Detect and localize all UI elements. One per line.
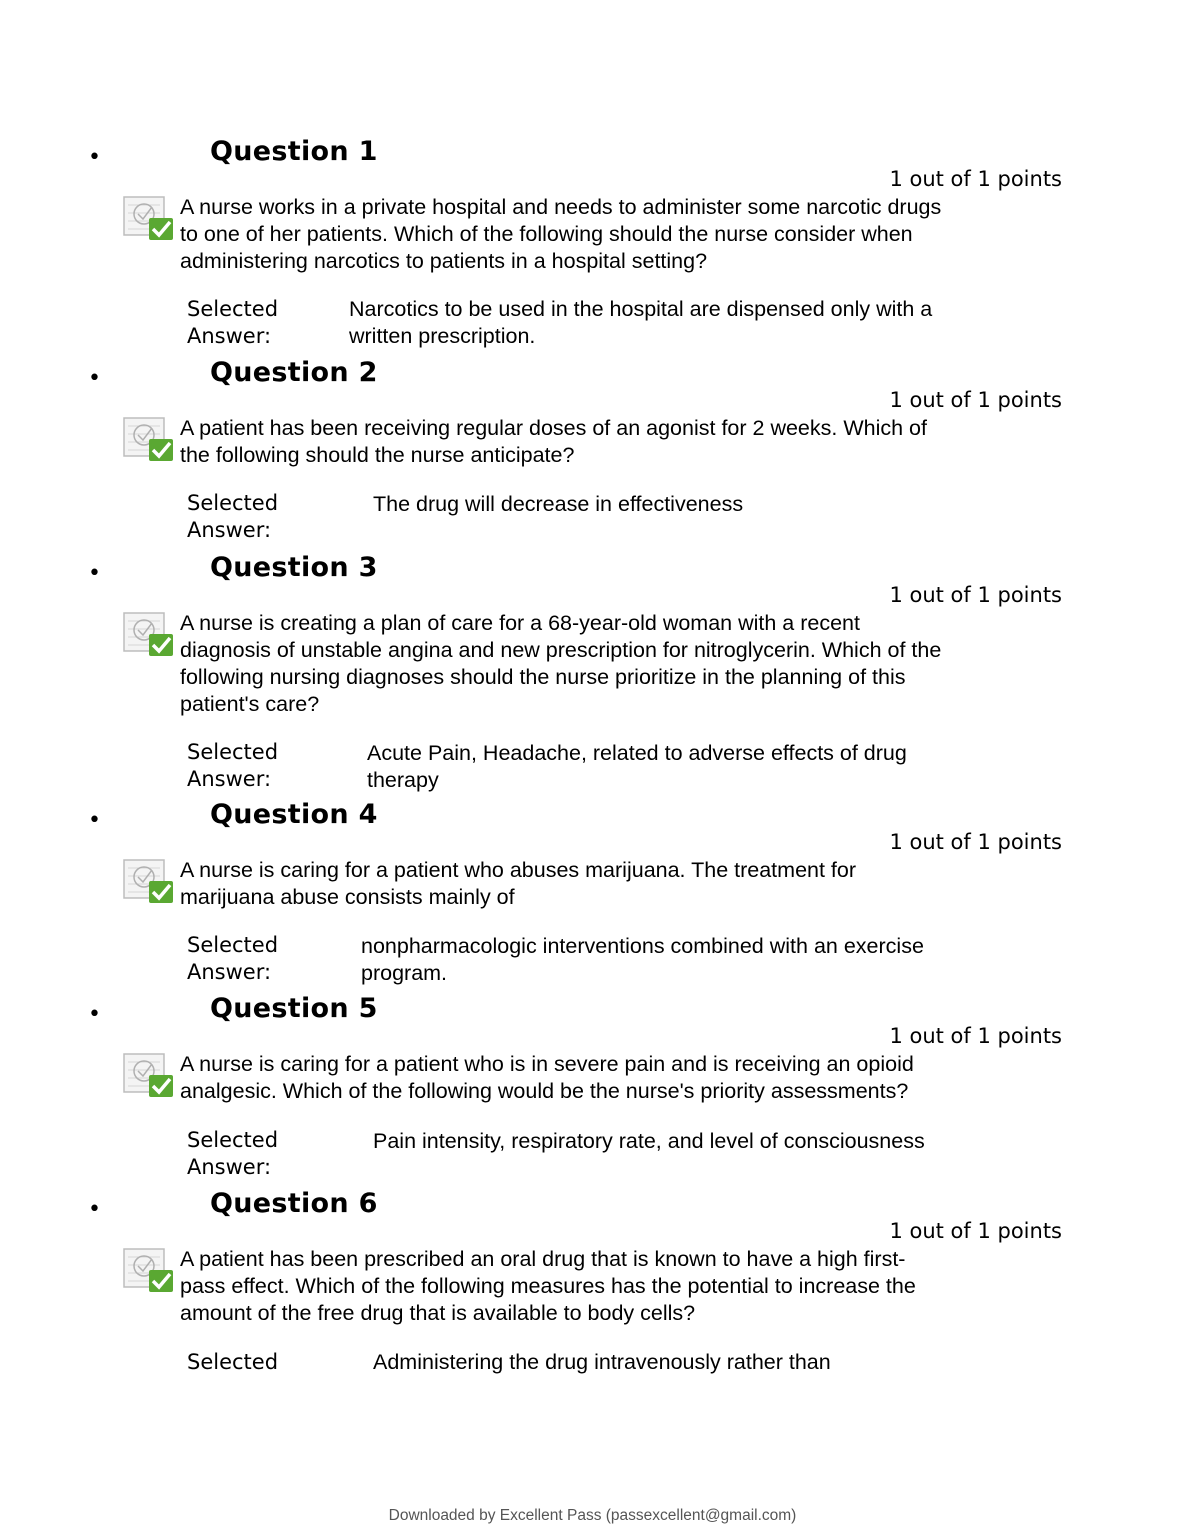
question-text-line: following nursing diagnoses should the nurse prioritize in the planning of this <box>180 665 906 689</box>
selected-answer <box>349 296 932 350</box>
question-points: 1 out of 1 points <box>889 1024 1062 1048</box>
correct-answer-icon <box>123 609 175 657</box>
question-text-line: marijuana abuse consists mainly of <box>180 885 515 909</box>
selected-answer <box>367 740 907 794</box>
question-text-line: A nurse is caring for a patient who abuses marijuana. The treatment for <box>180 858 857 882</box>
selected-label-line: Answer: <box>187 960 272 984</box>
question-title: Question 5 <box>210 993 378 1024</box>
selected-answer-label <box>187 490 278 544</box>
question-text-line: administering narcotics to patients in a hospital setting? <box>180 249 708 273</box>
bullet: • <box>88 1197 101 1222</box>
question-title: Question 4 <box>210 799 378 830</box>
bullet: • <box>88 561 101 586</box>
bullet: • <box>88 145 101 170</box>
selected-answer-label <box>187 1349 278 1376</box>
question-text-line: patient's care? <box>180 692 320 716</box>
correct-answer-icon <box>123 414 175 462</box>
question-text <box>180 194 1020 275</box>
selected-answer-label <box>187 296 278 350</box>
correct-answer-icon <box>123 1050 175 1098</box>
selected-label-line: Answer: <box>187 767 272 791</box>
correct-answer-icon <box>123 193 175 241</box>
question-text-line: to one of her patients. Which of the following should the nurse consider when <box>180 222 913 246</box>
selected-answer-label <box>187 1127 278 1181</box>
question-text-line: A nurse works in a private hospital and needs to administer some narcotic drugs <box>180 195 942 219</box>
question-points: 1 out of 1 points <box>889 583 1062 607</box>
question-text-line: analgesic. Which of the following would be the nurse's priority assessments? <box>180 1079 909 1103</box>
bullet: • <box>88 808 101 833</box>
selected-answer <box>373 1128 925 1155</box>
question-text <box>180 1051 1020 1105</box>
selected-label-line: Selected <box>187 297 279 321</box>
question-text <box>180 1246 1020 1327</box>
selected-label-line: Answer: <box>187 518 272 542</box>
download-footer: Downloaded by Excellent Pass (passexcellent@gmail.com) <box>388 1507 797 1524</box>
selected-answer <box>373 1349 831 1376</box>
question-text-line: A patient has been receiving regular doses of an agonist for 2 weeks. Which of <box>180 416 927 440</box>
answer-line: Narcotics to be used in the hospital are dispensed only with a <box>349 297 933 321</box>
question-text <box>180 857 1020 911</box>
answer-line: Administering the drug intravenously rather than <box>373 1350 831 1374</box>
answer-line: written prescription. <box>349 324 536 348</box>
answer-line: Pain intensity, respiratory rate, and level of consciousness <box>373 1129 925 1153</box>
correct-answer-icon <box>123 1245 175 1293</box>
question-title: Question 1 <box>210 136 378 167</box>
answer-line: Acute Pain, Headache, related to adverse effects of drug <box>367 741 907 765</box>
question-title: Question 6 <box>210 1188 378 1219</box>
answer-line: The drug will decrease in effectiveness <box>373 492 744 516</box>
question-text <box>180 415 1020 469</box>
selected-label-line: Answer: <box>187 1155 272 1179</box>
selected-answer <box>361 933 924 987</box>
question-points: 1 out of 1 points <box>889 388 1062 412</box>
question-text-line: amount of the free drug that is available to body cells? <box>180 1301 696 1325</box>
selected-label-line: Selected <box>187 491 279 515</box>
correct-answer-icon <box>123 856 175 904</box>
question-text-line: A patient has been prescribed an oral drug that is known to have a high first- <box>180 1247 906 1271</box>
question-text-line: the following should the nurse anticipate? <box>180 443 575 467</box>
bullet: • <box>88 366 101 391</box>
selected-label-line: Selected <box>187 933 279 957</box>
question-text <box>180 610 1020 718</box>
selected-label-line: Answer: <box>187 324 272 348</box>
selected-answer-label <box>187 932 278 986</box>
selected-label-line: Selected <box>187 1128 279 1152</box>
question-title: Question 2 <box>210 357 378 388</box>
selected-answer <box>373 491 743 518</box>
selected-label-line: Selected <box>187 740 279 764</box>
question-points: 1 out of 1 points <box>889 1219 1062 1243</box>
question-text-line: A nurse is caring for a patient who is in severe pain and is receiving an opioid <box>180 1052 914 1076</box>
question-text-line: pass effect. Which of the following measures has the potential to increase the <box>180 1274 916 1298</box>
question-points: 1 out of 1 points <box>889 830 1062 854</box>
answer-line: program. <box>361 961 448 985</box>
question-title: Question 3 <box>210 552 378 583</box>
question-text-line: A nurse is creating a plan of care for a 68-year-old woman with a recent <box>180 611 860 635</box>
question-points: 1 out of 1 points <box>889 167 1062 191</box>
selected-label-line: Selected <box>187 1350 279 1374</box>
bullet: • <box>88 1002 101 1027</box>
answer-line: nonpharmacologic interventions combined with an exercise <box>361 934 924 958</box>
answer-line: therapy <box>367 768 439 792</box>
question-text-line: diagnosis of unstable angina and new prescription for nitroglycerin. Which of the <box>180 638 942 662</box>
selected-answer-label <box>187 739 278 793</box>
